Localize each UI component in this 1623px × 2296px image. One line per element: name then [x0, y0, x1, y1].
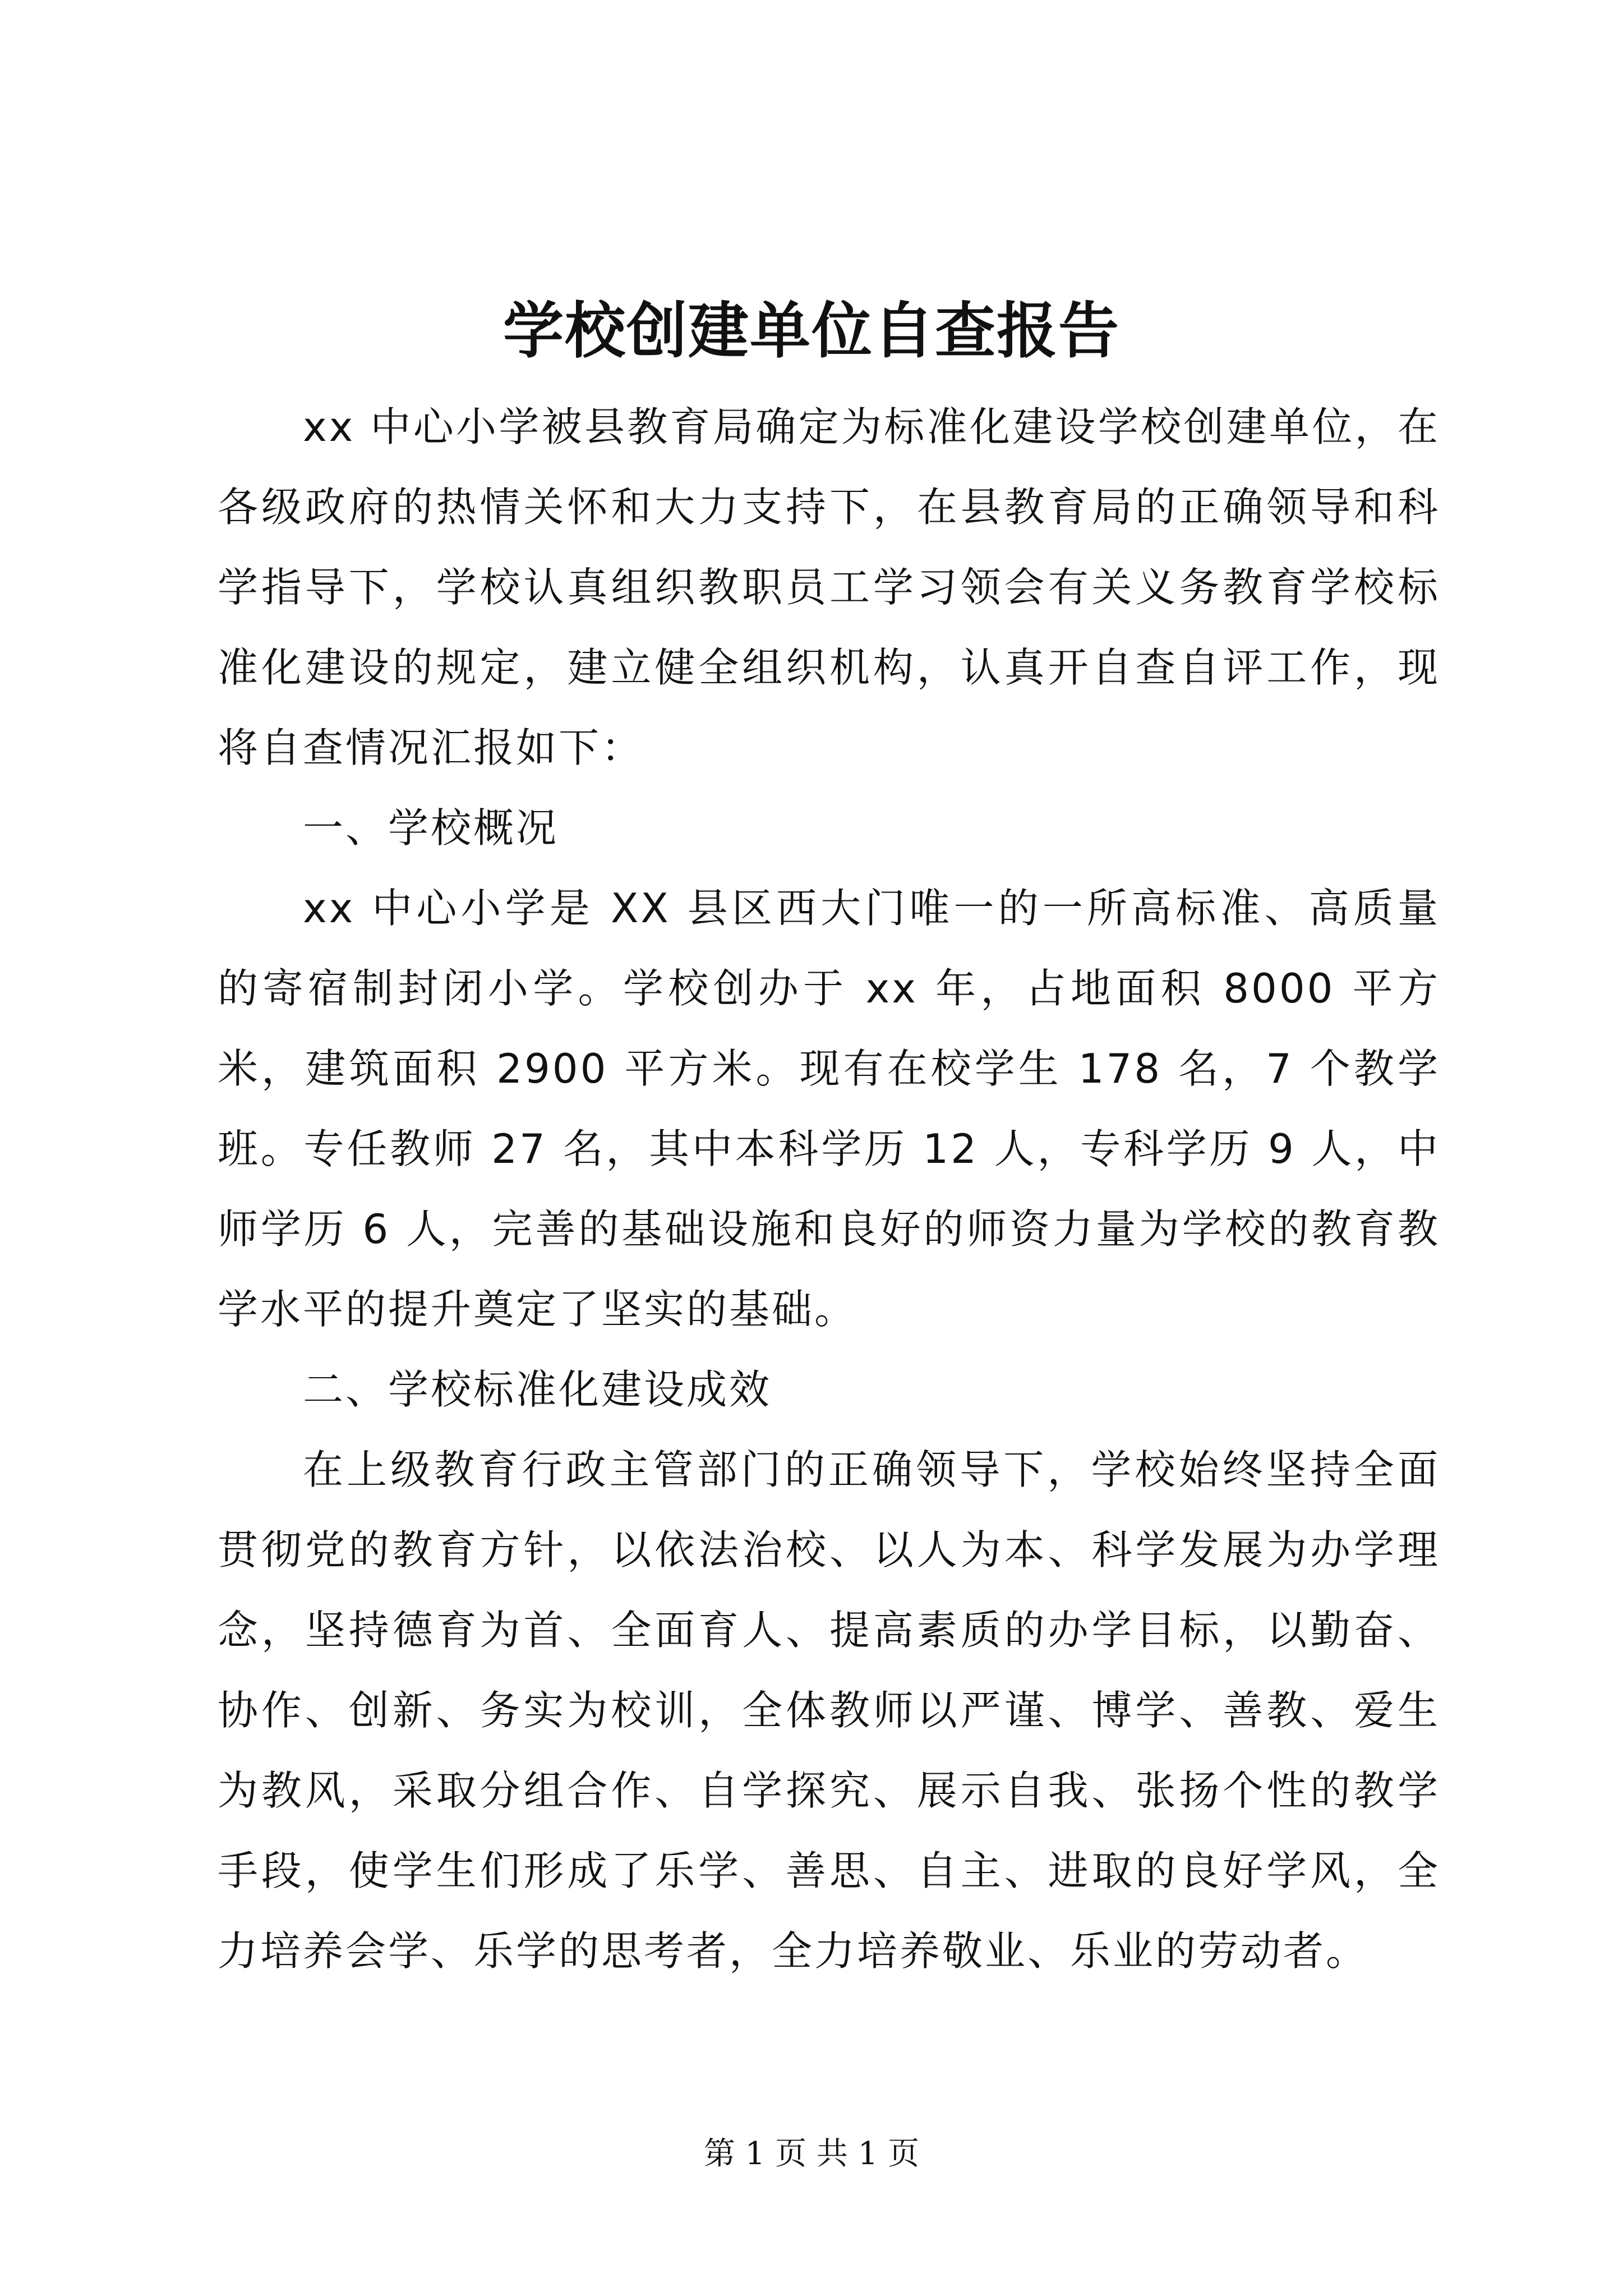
document-title: 学校创建单位自查报告: [502, 296, 1120, 366]
section-heading-results: 二、学校标准化建设成效: [303, 1366, 772, 1413]
section-heading-overview: 一、学校概况: [303, 804, 559, 852]
paragraph-overview: xx 中心小学是 XX 县区西大门唯一的一所高标准、高质量的寄宿制封闭小学。学校创办于 xx 年，占地面积 8000 平方米，建筑面积 2900 平方米。现有在校学生 178 名，7 个教学班。专任教师 27 名，其中本科学历 12 人，专科学历 9 人，中师学历 6 人，完善的基础设施和良好的师资力量为学校的教育教学水平的提升奠定了坚实的基础。: [218, 885, 1440, 1333]
document-body: [218, 387, 1440, 1991]
paragraph-intro: xx 中心小学被县教育局确定为标准化建设学校创建单位，在各级政府的热情关怀和大力支持下，在县教育局的正确领导和科学指导下，学校认真组织教职员工学习领会有关义务教育学校标准化建设的规定，建立健全组织机构，认真开自查自评工作，现将自查情况汇报如下：: [218, 403, 1440, 771]
page-number-footer: 第 1 页 共 1 页: [703, 2136, 920, 2172]
paragraph-results: 在上级教育行政主管部门的正确领导下，学校始终坚持全面贯彻党的教育方针，以依法治校、以人为本、科学发展为办学理念，坚持德育为首、全面育人、提高素质的办学目标，以勤奋、协作、创新、务实为校训，全体教师以严谨、博学、善教、爱生为教风，采取分组合作、自学探究、展示自我、张扬个性的教学手段，使学生们形成了乐学、善思、自主、进取的良好学风，全力培养会学、乐学的思考者，全力培养敬业、乐业的劳动者。: [218, 1446, 1440, 1975]
